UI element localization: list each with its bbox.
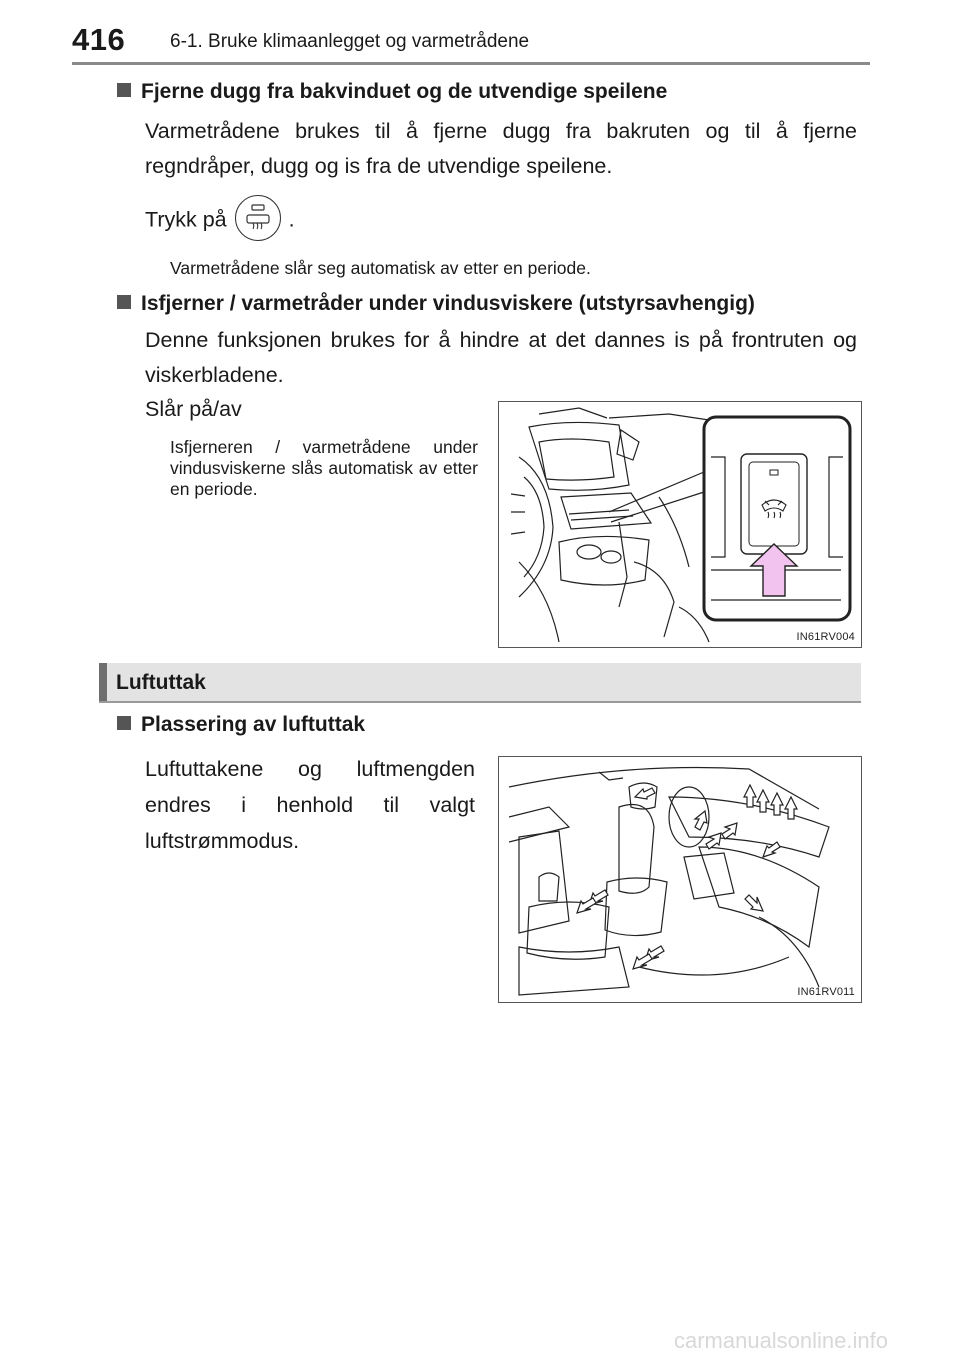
figure-code: IN61RV004 (796, 631, 855, 643)
square-bullet-icon (117, 295, 131, 309)
press-prefix: Trykk på (145, 207, 227, 232)
on-off-label: Slår på/av (145, 397, 242, 421)
cabin-illustration (499, 757, 861, 1002)
square-bullet-icon (117, 83, 131, 97)
section-bar-title: Luftuttak (116, 671, 206, 694)
rear-defog-heading (117, 80, 667, 104)
figure-code: IN61RV011 (797, 986, 855, 998)
wiper-deicer-body: Denne funksjonen brukes for å hindre at det dannes is på frontruten og viskerbladene. (145, 328, 857, 387)
rear-defogger-icon (235, 195, 281, 241)
watermark: carmanualsonline.info (673, 1328, 888, 1353)
rear-defog-heading-text: Fjerne dugg fra bakvinduet og de utvendige speilene (141, 80, 668, 103)
square-bullet-icon (117, 716, 131, 730)
wiper-deicer-heading (117, 292, 755, 316)
header-divider (72, 62, 870, 65)
section-bar (99, 663, 861, 703)
section-title: 6-1. Bruke klimaanlegget og varmetrådene (170, 31, 530, 52)
deicer-switch-figure (498, 401, 862, 648)
press-instruction (145, 198, 857, 244)
airflow-arrows (577, 785, 797, 969)
page-header (0, 0, 960, 66)
page-number: 416 (72, 22, 126, 57)
vents-heading-text: Plassering av luftuttak (141, 713, 366, 736)
wiper-deicer-heading-text: Isfjerner / varmetråder under vindusviskere (utstyrsavhengig) (141, 292, 755, 315)
vents-heading (117, 713, 365, 737)
section-bar-rule (99, 701, 861, 703)
rear-defog-body: Varmetrådene brukes til å fjerne dugg fra bakruten og til å fjerne regndråper, dugg og is fra de utvendige speilene. (145, 119, 857, 178)
wiper-deicer-note: Isfjerneren / varmetrådene under vindusviskerne slås automatisk av etter en periode. (170, 437, 478, 499)
rear-defog-note: Varmetrådene slår seg automatisk av etter en periode. (170, 258, 591, 278)
section-bar-accent (99, 663, 107, 703)
air-vents-figure (498, 756, 862, 1003)
dashboard-illustration (499, 402, 861, 647)
press-suffix: . (288, 207, 295, 232)
vents-body: Luftuttakene og luftmengden endres i henhold til valgt luftstrømmodus. (145, 757, 475, 853)
